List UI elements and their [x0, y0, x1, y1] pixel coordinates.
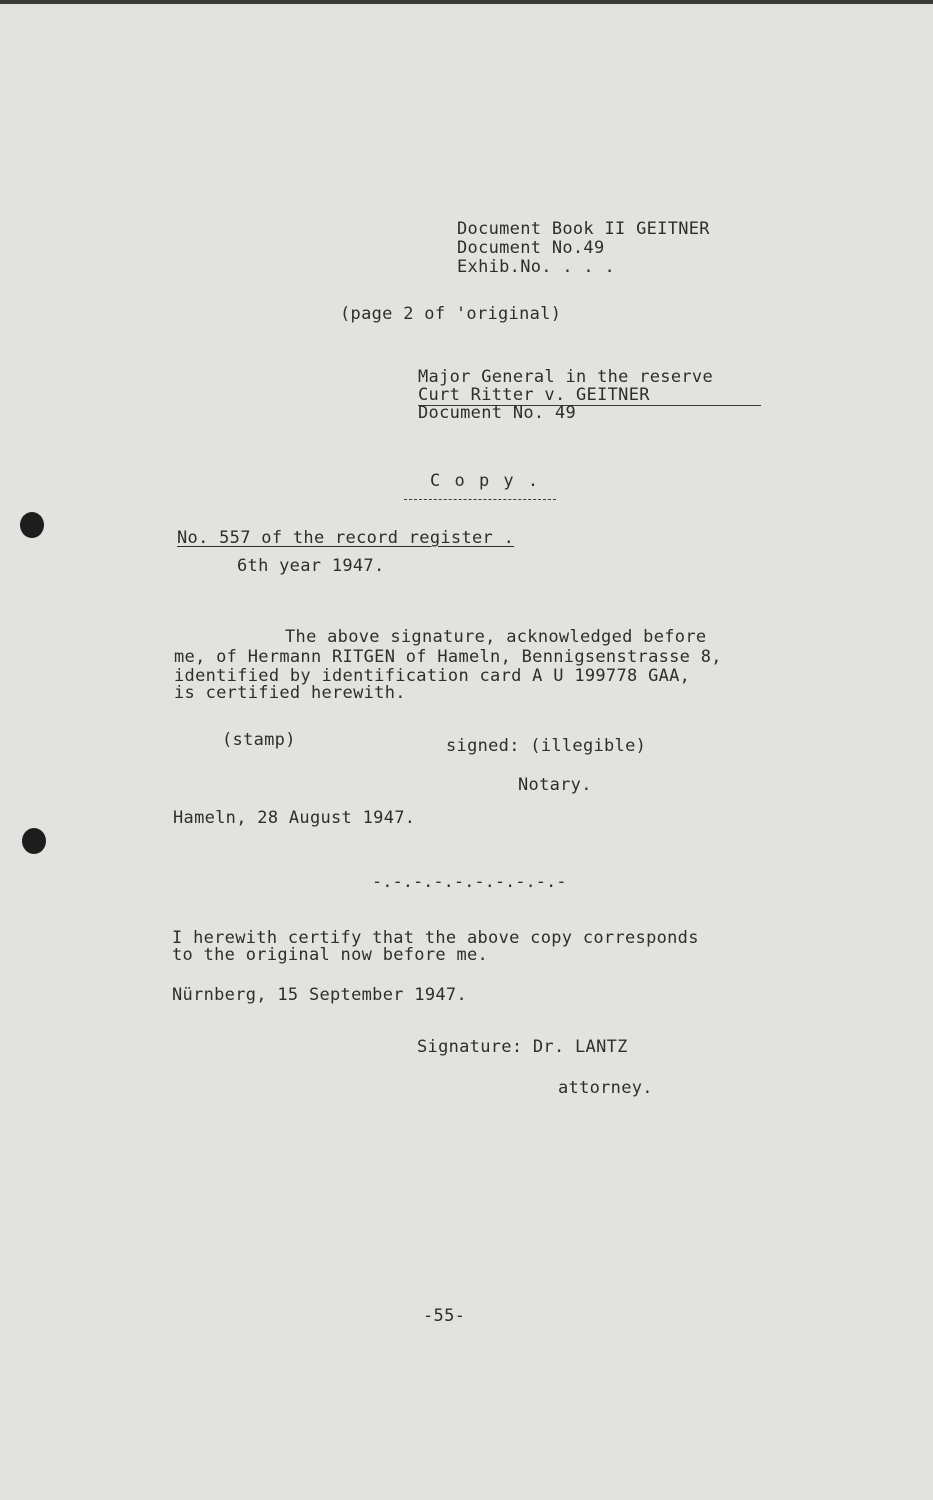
stamp-note: (stamp)	[222, 730, 296, 750]
register-year: 6th year 1947.	[237, 556, 385, 576]
register-number: No. 557 of the record register .	[177, 528, 515, 548]
place-date-hameln: Hameln, 28 August 1947.	[173, 808, 416, 828]
place-date-nurnberg: Nürnberg, 15 September 1947.	[172, 985, 467, 1005]
affiant-line-3: Document No. 49	[418, 403, 577, 423]
affiant-line-2: Curt Ritter v. GEITNER	[418, 385, 650, 405]
punch-hole-bottom	[22, 828, 46, 854]
separator-line: -.-.-.-.-.-.-.-.-.-	[372, 872, 567, 892]
cert-line-1: The above signature, acknowledged before	[285, 627, 707, 647]
header-doc-no: Document No.49	[457, 238, 605, 258]
copy-underline	[404, 499, 556, 500]
copy-heading: C o p y .	[430, 471, 541, 491]
cert-line-4: is certified herewith.	[174, 683, 406, 703]
cert-line-2: me, of Hermann RITGEN of Hameln, Bennigsenstrasse 8,	[174, 647, 722, 667]
signature-line: Signature: Dr. LANTZ	[417, 1037, 628, 1057]
attest-line-1: I herewith certify that the above copy corresponds	[172, 928, 699, 948]
scan-edge	[0, 0, 933, 4]
header-exhib: Exhib.No. . . .	[457, 257, 616, 277]
signer-title: attorney.	[558, 1078, 653, 1098]
attest-line-2: to the original now before me.	[172, 945, 489, 965]
page-number: -55-	[423, 1306, 466, 1326]
header-book: Document Book II GEITNER	[457, 219, 710, 239]
signed-note: signed: (illegible)	[446, 736, 647, 756]
punch-hole-top	[20, 512, 44, 538]
cert-line-3: identified by identification card A U 199778 GAA,	[174, 666, 691, 686]
notary-title: Notary.	[518, 775, 592, 795]
page-reference: (page 2 of 'original)	[340, 304, 562, 324]
affiant-line-1: Major General in the reserve	[418, 367, 713, 387]
